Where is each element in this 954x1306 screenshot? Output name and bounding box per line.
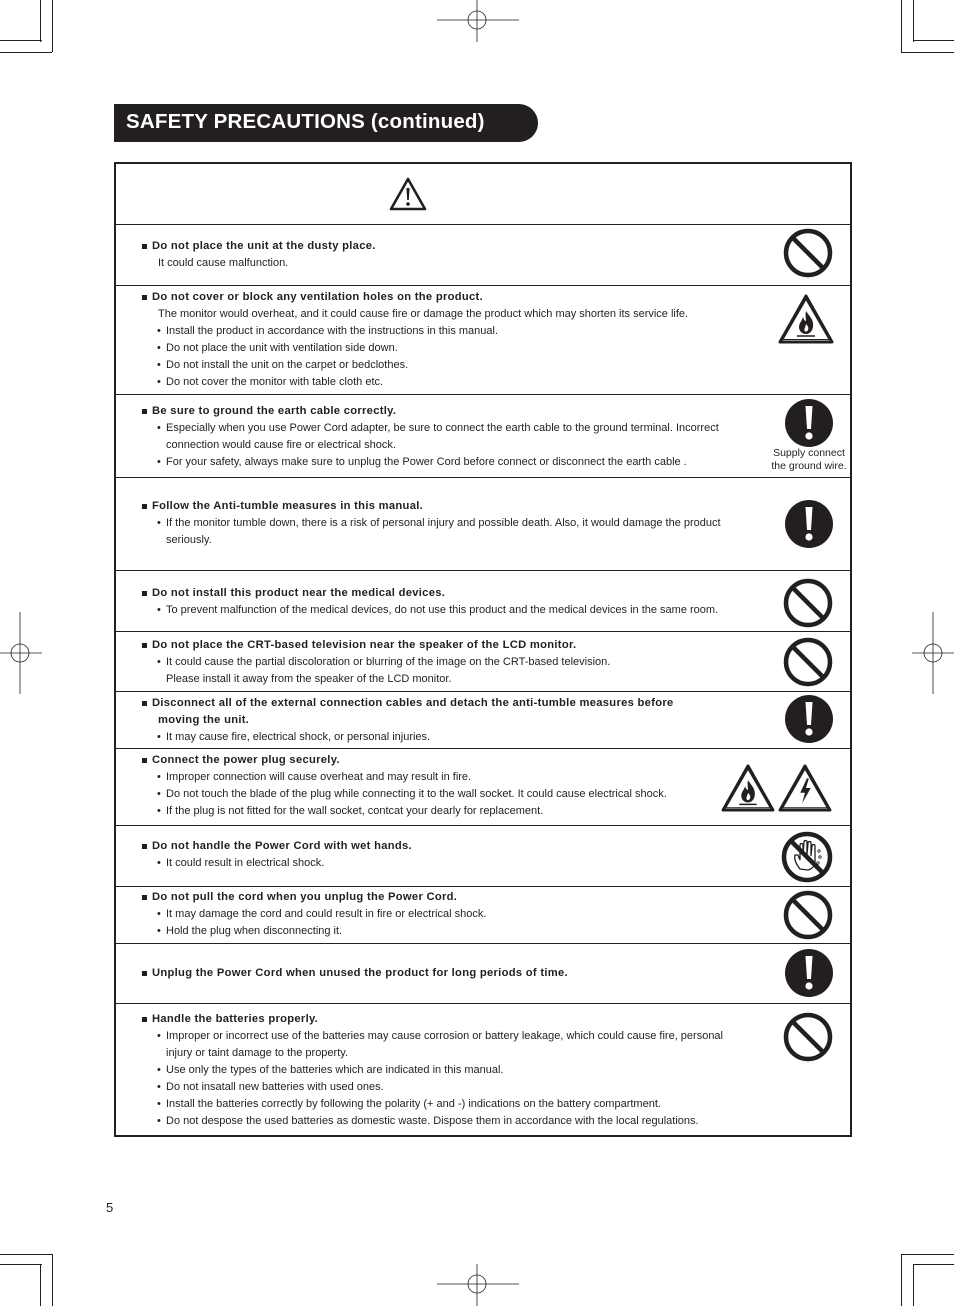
crop-mark <box>0 52 52 53</box>
precaution-heading: Handle the batteries properly. <box>142 1011 750 1028</box>
warning-triangle-icon <box>389 177 427 211</box>
crop-mark <box>0 40 42 41</box>
fire-hazard-icon <box>720 763 776 813</box>
page-number: 5 <box>106 1200 114 1215</box>
precaution-ventilation <box>116 286 850 395</box>
precaution-bullet: • It may cause fire, electrical shock, or personal injuries. <box>142 729 750 746</box>
crop-mark <box>52 1254 53 1306</box>
precaution-bullet: • It may damage the cord and could result in fire or electrical shock. <box>142 906 750 923</box>
icon-caption: Supply connect the ground wire. <box>771 447 847 472</box>
precaution-dusty-place <box>116 225 850 286</box>
safety-table <box>114 162 852 1137</box>
precaution-bullet: • Do not cover the monitor with table cloth etc. <box>142 374 750 391</box>
prohibition-icon <box>783 637 833 687</box>
precaution-heading: Be sure to ground the earth cable correctly. <box>142 403 750 420</box>
crop-mark <box>901 0 902 52</box>
precaution-bullet: • Hold the plug when disconnecting it. <box>142 923 750 940</box>
precaution-bullet: • Use only the types of the batteries which are indicated in this manual. <box>142 1062 750 1079</box>
mandatory-action-icon <box>784 948 834 998</box>
precaution-bullet: • For your safety, always make sure to unplug the Power Cord before connect or disconnect the earth cable . <box>142 454 750 471</box>
precaution-heading: Do not place the CRT-based television near the speaker of the LCD monitor. <box>142 637 750 654</box>
registration-mark-icon <box>912 612 954 694</box>
precaution-wet-hands <box>116 826 850 887</box>
fire-hazard-icon <box>777 293 835 345</box>
crop-mark <box>0 1254 52 1255</box>
precaution-bullet-continuation: connection would cause fire or electrical shock. <box>166 439 396 451</box>
precaution-bullet: • Do not touch the blade of the plug while connecting it to the wall socket. It could cause electrical shock. <box>142 786 750 803</box>
crop-mark <box>913 1264 954 1265</box>
precaution-bullet: • Do not install the unit on the carpet or bedclothes. <box>142 357 750 374</box>
precaution-power-plug <box>116 749 850 826</box>
precaution-bullet: • If the monitor tumble down, there is a risk of personal injury and possible death. Also, it would damage the product <box>142 515 750 532</box>
precaution-heading: Do not pull the cord when you unplug the Power Cord. <box>142 889 750 906</box>
precaution-heading: Follow the Anti-tumble measures in this manual. <box>142 498 750 515</box>
precaution-heading: Do not cover or block any ventilation holes on the product. <box>142 289 750 306</box>
crop-mark <box>901 52 954 53</box>
registration-mark-icon <box>437 1264 519 1306</box>
page-title-banner <box>114 104 538 142</box>
precaution-bullet-continuation: Please install it away from the speaker of the LCD monitor. <box>166 673 452 685</box>
precaution-heading: Connect the power plug securely. <box>142 752 750 769</box>
precaution-medical-devices <box>116 571 850 632</box>
precaution-heading: Do not handle the Power Cord with wet hands. <box>142 838 750 855</box>
crop-mark <box>901 1254 954 1255</box>
precaution-bullet: • To prevent malfunction of the medical devices, do not use this product and the medical devices in the same room. <box>142 602 750 619</box>
crop-mark <box>0 1264 42 1265</box>
crop-mark <box>913 1264 914 1306</box>
precaution-ground-earth-cable <box>116 395 850 478</box>
precaution-bullet: • It could cause the partial discoloration or blurring of the image on the CRT-based television. <box>142 654 750 671</box>
crop-mark <box>913 40 954 41</box>
crop-mark <box>52 0 53 52</box>
prohibition-icon <box>783 1012 833 1062</box>
precaution-anti-tumble <box>116 478 850 571</box>
crop-mark <box>40 0 41 42</box>
electric-shock-icon <box>777 763 833 813</box>
precaution-heading: Unplug the Power Cord when unused the product for long periods of time. <box>142 965 750 982</box>
precaution-bullet: • Do not insatall new batteries with used ones. <box>142 1079 750 1096</box>
precaution-pull-cord <box>116 887 850 944</box>
precaution-bullet-continuation: injury or taint damage to the property. <box>166 1047 349 1059</box>
precaution-bullet-continuation: seriously. <box>166 534 212 546</box>
precaution-heading: Do not install this product near the medical devices. <box>142 585 750 602</box>
prohibition-icon <box>783 578 833 628</box>
precaution-bullet: • Do not despose the used batteries as domestic waste. Dispose them in accordance with the local regulations. <box>142 1113 750 1130</box>
precaution-bullet: • Install the product in accordance with the instructions in this manual. <box>142 323 750 340</box>
warning-header-row <box>116 164 850 225</box>
precaution-heading: Disconnect all of the external connection cables and detach the anti-tumble measures before moving the unit. <box>142 695 750 729</box>
precaution-bullet: • It could result in electrical shock. <box>142 855 750 872</box>
precaution-unplug-unused <box>116 944 850 1004</box>
precaution-bullet: • Improper connection will cause overheat and may result in fire. <box>142 769 750 786</box>
precaution-bullet: • Install the batteries correctly by following the polarity (+ and -) indications on the battery compartment. <box>142 1096 750 1113</box>
no-wet-hands-icon <box>781 831 833 883</box>
precaution-bullet: • If the plug is not fitted for the wall socket, contcat your dearly for replacement. <box>142 803 750 820</box>
registration-mark-icon <box>437 0 519 42</box>
precaution-bullet: • Do not place the unit with ventilation side down. <box>142 340 750 357</box>
mandatory-action-icon <box>784 398 834 448</box>
precaution-bullet: • Especially when you use Power Cord adapter, be sure to connect the earth cable to the ground terminal. Incorrect <box>142 420 750 437</box>
prohibition-icon <box>783 228 833 278</box>
precaution-heading: Do not place the unit at the dusty place. <box>142 238 750 255</box>
precaution-note: The monitor would overheat, and it could cause fire or damage the product which may shorten its service life. <box>158 308 689 320</box>
precaution-note: It could cause malfunction. <box>158 257 289 269</box>
precaution-bullet: • Improper or incorrect use of the batteries may cause corrosion or battery leakage, which could cause fire, personal <box>142 1028 750 1045</box>
crop-mark <box>913 0 914 42</box>
mandatory-action-icon <box>784 499 834 549</box>
precaution-batteries <box>116 1004 850 1135</box>
registration-mark-icon <box>0 612 42 694</box>
precaution-crt-television <box>116 632 850 692</box>
prohibition-icon <box>783 890 833 940</box>
page-title: SAFETY PRECAUTIONS (continued) <box>126 110 485 133</box>
crop-mark <box>40 1264 41 1306</box>
mandatory-action-icon <box>784 694 834 744</box>
precaution-disconnect-cables <box>116 692 850 749</box>
crop-mark <box>901 1254 902 1306</box>
